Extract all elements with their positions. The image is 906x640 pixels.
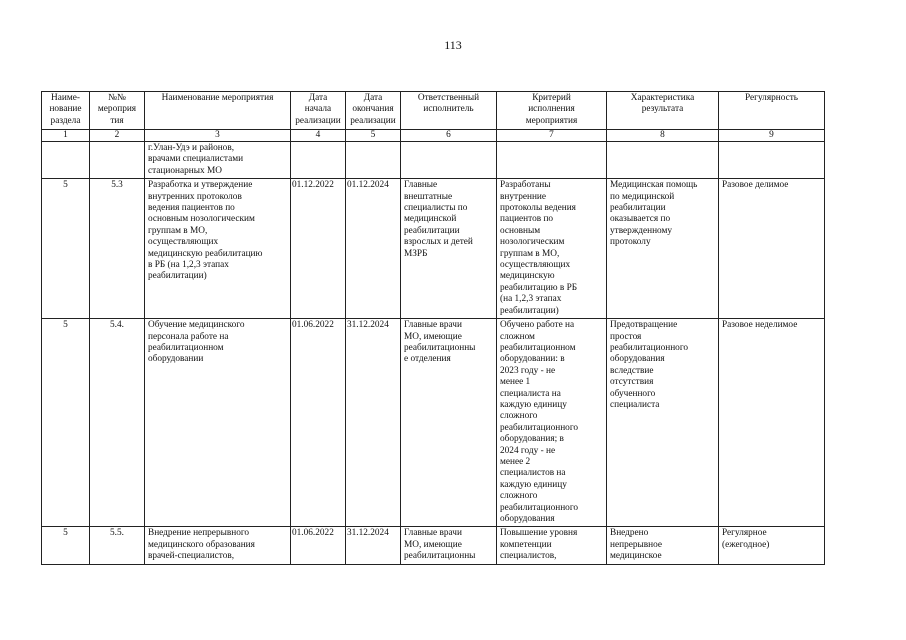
cell-name: Обучение медицинского персонала работе на реабилитационном оборудовании (145, 319, 291, 527)
cell-start (291, 142, 346, 179)
cell-name: Внедрение непрерывного медицинского образования врачей-специалистов, (145, 527, 291, 564)
cell-number: 5.3 (90, 179, 145, 319)
page-number: 113 (444, 38, 462, 52)
cell-end: 31.12.2024 (346, 319, 401, 527)
table-row (42, 179, 825, 319)
header-end: Дата окончания реализации (346, 92, 401, 130)
header-section: Наиме- нование раздела (42, 92, 90, 130)
cell-regularity: Регулярное (ежегодное) (719, 527, 825, 564)
header-regularity: Регулярность (719, 92, 825, 130)
cell-result: Предотвращение простоя реабилитационного оборудования вследствие отсутствия обученного специалиста (607, 319, 719, 527)
header-name: Наименование мероприятия (145, 92, 291, 130)
table-header-row (42, 92, 825, 130)
cell-result: Медицинская помощь по медицинской реабилитации оказывается по утвержденному протоколу (607, 179, 719, 319)
column-number: 9 (719, 130, 825, 142)
cell-end: 01.12.2024 (346, 179, 401, 319)
header-result: Характеристика результата (607, 92, 719, 130)
cell-result: Внедрено непрерывное медицинское (607, 527, 719, 564)
cell-start: 01.12.2022 (291, 179, 346, 319)
cell-criterion: Разработаны внутренние протоколы ведения пациентов по основным нозологическим группам в МО, осуществляющих медицинскую реабилитацию в РБ (на 1,2,3 этапах реабилитации) (497, 179, 607, 319)
cell-regularity: Разовое делимое (719, 179, 825, 319)
column-number: 6 (401, 130, 497, 142)
cell-responsible: Главные врачи МО, имеющие реабилитационны (401, 527, 497, 564)
cell-criterion (497, 142, 607, 179)
cell-end (346, 142, 401, 179)
column-number-row (42, 130, 825, 142)
cell-section: 5 (42, 179, 90, 319)
cell-responsible: Главные внештатные специалисты по медицинской реабилитации взрослых и детей МЗРБ (401, 179, 497, 319)
table-row (42, 319, 825, 527)
column-number: 5 (346, 130, 401, 142)
column-number: 2 (90, 130, 145, 142)
measures-table (41, 91, 825, 565)
header-responsible: Ответственный исполнитель (401, 92, 497, 130)
cell-criterion: Обучено работе на сложном реабилитационном оборудовании: в 2023 году - не менее 1 специалиста на каждую единицу сложного реабилитационного оборудования; в 2024 году - не менее 2 специалистов на каждую единицу сложного реабилитационного оборудования (497, 319, 607, 527)
cell-section: 5 (42, 527, 90, 564)
column-number: 3 (145, 130, 291, 142)
header-number: №№ мероприя тия (90, 92, 145, 130)
cell-end: 31.12.2024 (346, 527, 401, 564)
column-number: 7 (497, 130, 607, 142)
cell-number: 5.4. (90, 319, 145, 527)
cell-number (90, 142, 145, 179)
cell-criterion: Повышение уровня компетенции специалистов, (497, 527, 607, 564)
column-number: 8 (607, 130, 719, 142)
header-criterion: Критерий исполнения мероприятия (497, 92, 607, 130)
table-row (42, 527, 825, 564)
table-row (42, 142, 825, 179)
cell-regularity (719, 142, 825, 179)
column-number: 1 (42, 130, 90, 142)
cell-name: Разработка и утверждение внутренних протоколов ведения пациентов по основным нозологическим группам в МО, осуществляющих медицинскую реабилитацию в РБ (на 1,2,3 этапах реабилитации) (145, 179, 291, 319)
cell-start: 01.06.2022 (291, 319, 346, 527)
cell-responsible: Главные врачи МО, имеющие реабилитационны е отделения (401, 319, 497, 527)
cell-responsible (401, 142, 497, 179)
cell-start: 01.06.2022 (291, 527, 346, 564)
cell-number: 5.5. (90, 527, 145, 564)
cell-name: г.Улан-Удэ и районов, врачами специалистами стационарных МО (145, 142, 291, 179)
column-number: 4 (291, 130, 346, 142)
header-start: Дата начала реализации (291, 92, 346, 130)
cell-section (42, 142, 90, 179)
cell-section: 5 (42, 319, 90, 527)
cell-regularity: Разовое неделимое (719, 319, 825, 527)
cell-result (607, 142, 719, 179)
